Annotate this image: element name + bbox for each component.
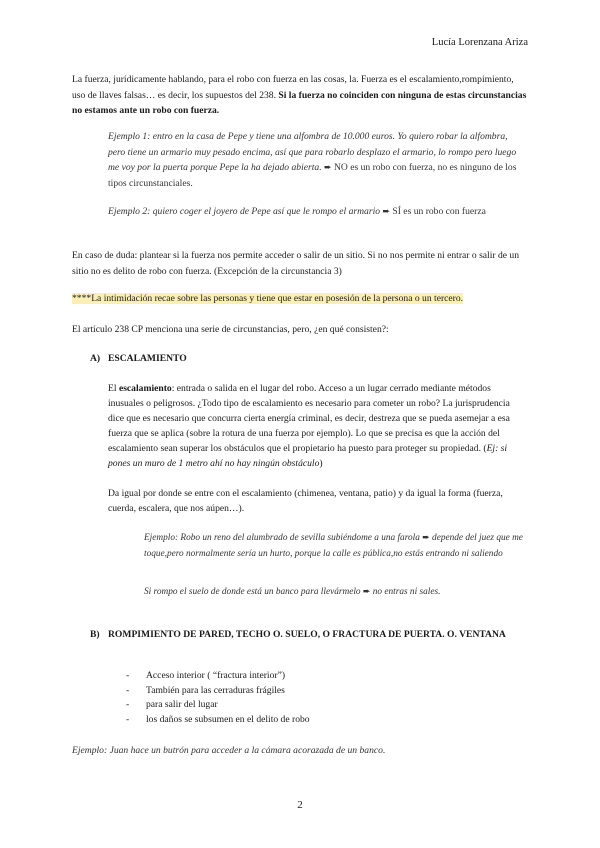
intro-paragraph: [72, 72, 528, 119]
example-1-italic: Ejemplo 1: entro en la casa de Pepe y tiene una alfombra de 10.000 euros. Yo quiero robar la alfombra, pero tiene un armario muy pesado encima, así que para robarlo desplazo el armario, lo rompo pero luego me voy por la puerta porque Pepe la ha dejado abierta.: [108, 131, 517, 173]
list-item: - los daños se subsumen en el delito de robo: [126, 713, 526, 728]
section-a-ex1-a: Ejemplo: Robo un reno del alumbrado de sevilla subiéndome a una farola: [144, 533, 423, 543]
intro-bold: Si la fuerza no coinciden con ninguna de estas circunstancias no estamos ante un robo con fuerza.: [72, 89, 527, 116]
arrow-right-icon: ➨: [362, 586, 371, 596]
doubt-paragraph: En caso de duda: plantear si la fuerza nos permite acceder o salir de un sitio. Si no nos permite ni entrar o salir de un sitio no es delito de robo con fuerza. (Excepción de la circunstancia 3): [72, 250, 520, 277]
section-b-heading: [90, 628, 510, 643]
example-1: [108, 129, 526, 191]
section-a-p1-italic: Ej: si pones un muro de 1 metro ahí no hay ningún obstáculo: [108, 442, 508, 469]
list-item: - Acceso interior ( “fractura interior”): [126, 669, 526, 684]
article-paragraph: El artículo 238 CP menciona una serie de circunstancias, pero, ¿en qué consisten?:: [72, 324, 389, 335]
example-2: [108, 204, 526, 220]
section-a-example-2: [144, 584, 528, 601]
section-a-letter: A): [90, 353, 101, 364]
example-2-italic: Ejemplo 2: quiero coger el joyero de Pepe así que le rompo el armario: [108, 206, 381, 217]
highlight-note: [72, 291, 528, 307]
intro-text: La fuerza, jurídicamente hablando, para el robo con fuerza en las cosas, la. Fuerza es el escalamiento,rompimiento, uso de llaves falsas… es decir, los supuestos del 238.: [72, 74, 514, 101]
arrow-right-icon: ➨: [382, 206, 390, 216]
section-a-p1-a: El: [108, 383, 119, 394]
section-a-paragraph-2: Da igual por donde se entre con el escalamiento (chimenea, ventana, patio) y da igual la forma (fuerza, cuerda, escalera, que nos aúpen…).: [108, 488, 503, 514]
list-item: - También para las cerraduras frágiles: [126, 684, 526, 699]
section-b-list: [126, 669, 526, 727]
section-b-title: ROMPIMIENTO DE PARED, TECHO O. SUELO, O FRACTURA DE PUERTA. O. VENTANA: [108, 629, 506, 640]
section-a-paragraph-1: [108, 382, 528, 471]
section-a-example-1: [144, 530, 528, 562]
section-a-p1-d: ): [319, 457, 323, 469]
section-a-title: ESCALAMIENTO: [108, 353, 187, 364]
header-author: Lucía Lorenzana Ariza: [431, 37, 528, 48]
section-a-ex2-b: no entras ni sales.: [370, 587, 441, 597]
list-item: - para salir del lugar: [126, 698, 526, 713]
final-example: Ejemplo: Juan hace un butrón para acceder a la cámara acorazada de un banco.: [72, 745, 386, 756]
example-1-normal: NO es un robo con fuerza, no es ninguno de los tipos circunstanciales.: [108, 162, 517, 189]
arrow-right-icon: ➨: [324, 162, 332, 172]
section-a-ex2-a: Si rompo el suelo de donde está un banco para llevármelo: [144, 587, 363, 597]
section-a-p1-bold: escalamiento: [118, 383, 172, 394]
example-2-normal: SÍ es un robo con fuerza: [389, 206, 486, 217]
section-a-p1-c: : entrada o salida en el lugar del robo. Acceso a un lugar cerrado mediante métodos inusuales o peligrosos. ¿Todo tipo de escalamiento es necesario para cometer un robo? La jurisprudencia dice que es necesario que concurra cierta energía criminal, es decir, destreza que se pueda asemejar a esa fuerza que se aplica (sobre la rotura de una fuerza por ejemplo). Lo que se precisa es que la acción del escalamiento sean superar los obstáculos que el propietario ha puesto para proteger su propiedad. (: [108, 383, 510, 454]
highlight-text: ****La intimidación recae sobre las personas y tiene que estar en posesión de la persona o un tercero.: [72, 293, 464, 304]
section-a-heading: [90, 352, 187, 367]
page-number: 2: [297, 799, 303, 811]
section-b-letter: B): [90, 629, 100, 640]
arrow-right-icon: ➨: [422, 532, 430, 542]
section-a-ex1-b: depende del juez que me toque,pero normalmente sería un hurto, porque la calle es pública,no estás entrando ni saliendo: [144, 533, 523, 559]
